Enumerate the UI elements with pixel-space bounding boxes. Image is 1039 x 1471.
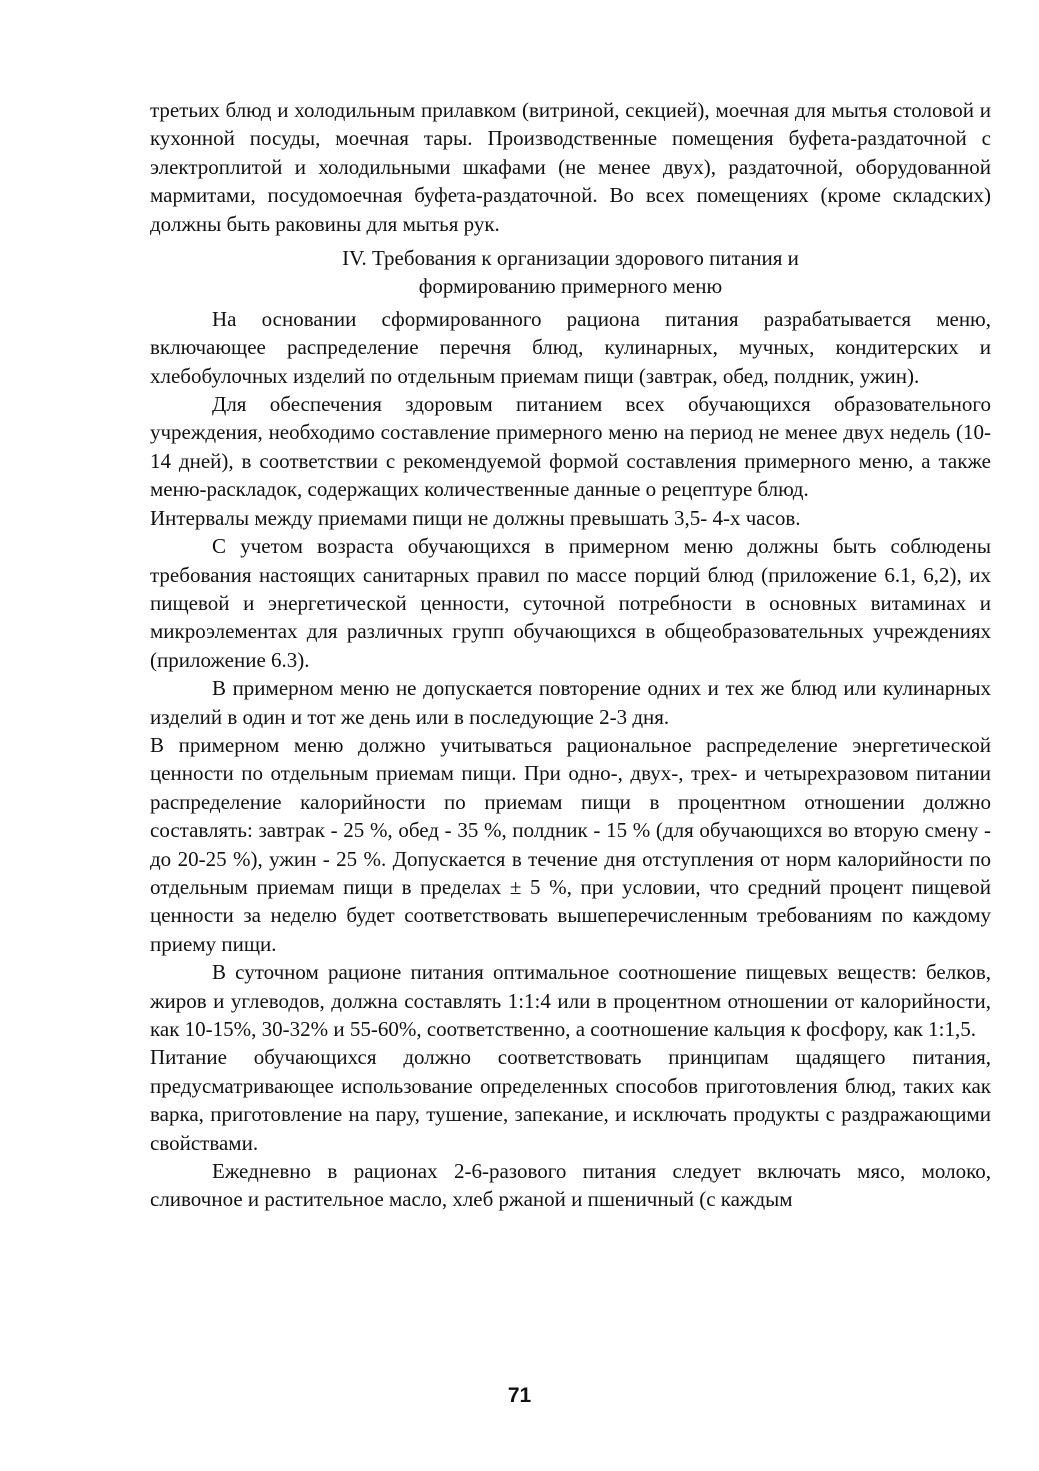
paragraph-no-repetition: В примерном меню не допускается повторение одних и тех же блюд или кулинарных изделий в один и тот же день или в последующие 2-3 дня.	[150, 676, 991, 729]
paragraph-meal-intervals: Интервалы между приемами пищи не должны превышать 3,5- 4-х часов.	[150, 505, 801, 530]
paragraph-nutrient-ratio: В суточном рационе питания оптимальное соотношение пищевых веществ: белков, жиров и углеводов, должна составлять 1:1:4 или в процентном отношении от калорийности, как 10-15%, 30-32% и 55-60%, соответственно, а соотношение кальция к фосфору, как 1:1,5.	[150, 960, 991, 1041]
paragraph-energy-distribution: В примерном меню должно учитываться рациональное распределение энергетической ценности по отдельным приемам пищи. При одно-, двух-, трех- и четырехразовом питании распределение калорийности по приемам пищи в процентном отношении должно составлять: завтрак - 25 %, обед - 35 %, полдник - 15 % (для обучающихся во вторую смену - до 20-25 %), ужин - 25 %. Допускается в течение дня отступления от норм калорийности по отдельным приемам пищи в пределах ± 5 %, при условии, что средний процент пищевой ценности за неделю будет соответствовать вышеперечисленным требованиям по каждому приему пищи.	[150, 732, 991, 956]
paragraph-gentle-nutrition: Питание обучающихся должно соответствовать принципам щадящего питания, предусматривающее использование определенных способов приготовления блюд, таких как варка, приготовление на пару, тушение, запекание, и исключать продукты с раздражающими свойствами.	[150, 1045, 991, 1155]
page-number: 71	[507, 1384, 532, 1407]
paragraph-age-requirements: С учетом возраста обучающихся в примерном меню должны быть соблюдены требования настоящих санитарных правил по массе порций блюд (приложение 6.1, 6,2), их пищевой и энергетической ценности, суточной потребности в основных витаминах и микроэлементах для различных групп обучающихся в общеобразовательных учреждениях (приложение 6.3).	[150, 534, 991, 672]
paragraph-daily-products: Ежедневно в рационах 2-6-разового питания следует включать мясо, молоко, сливочное и растительное масло, хлеб ржаной и пшеничный (с каждым	[150, 1159, 991, 1212]
section-heading	[150, 244, 991, 301]
paragraph-continuation: третьих блюд и холодильным прилавком (витриной, секцией), моечная для мытья столовой и кухонной посуды, моечная тары. Производственные помещения буфета-раздаточной с электроплитой и холодильными шкафами (не менее двух), раздаточной, оборудованной мармитами, посудомоечная буфета-раздаточной. Во всех помещениях (кроме складских) должны быть раковины для мытья рук.	[150, 98, 991, 236]
section-heading-line-2: формированию примерного меню	[418, 274, 723, 299]
section-heading-line-1: IV. Требования к организации здорового питания и	[342, 246, 799, 271]
document-page	[150, 96, 991, 1214]
paragraph-menu-period: Для обеспечения здоровым питанием всех обучающихся образовательного учреждения, необходимо составление примерного меню на период не менее двух недель (10-14 дней), в соответствии с рекомендуемой формой составления примерного меню, а также меню-раскладок, содержащих количественные данные о рецептуре блюд.	[150, 392, 991, 502]
paragraph-menu-basis: На основании сформированного рациона питания разрабатывается меню, включающее распределение перечня блюд, кулинарных, мучных, кондитерских и хлебобулочных изделий по отдельным приемам пищи (завтрак, обед, полдник, ужин).	[150, 306, 991, 388]
